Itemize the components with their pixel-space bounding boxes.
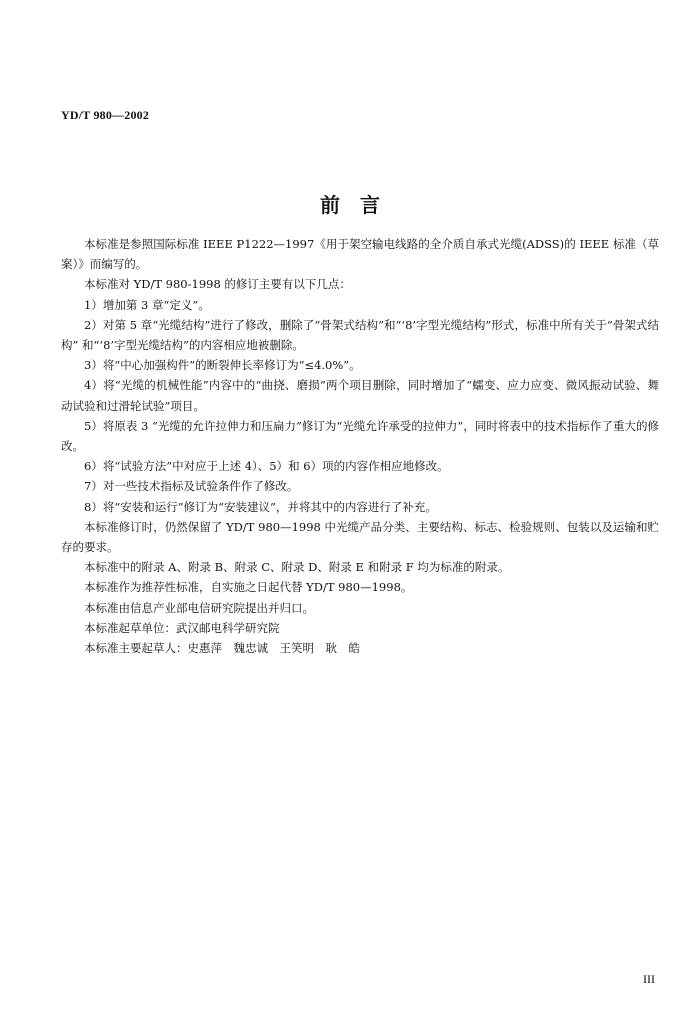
- paragraph: 本标准是参照国际标准 IEEE P1222—1997《用于架空输电线路的全介质自承式光缆(ADSS)的 IEEE 标准（草案）》而编写的。: [61, 237, 659, 272]
- paragraph: 7）对一些技术指标及试验条件作了修改。: [84, 479, 299, 494]
- body-text: [61, 234, 659, 658]
- paragraph: 6）将“试验方法”中对应于上述 4）、5）和 6）项的内容作相应地修改。: [84, 459, 449, 474]
- page-title: 前 言: [320, 193, 380, 217]
- paragraph: 本标准起草单位：武汉邮电科学研究院: [84, 620, 280, 635]
- paragraph: 本标准修订时，仍然保留了 YD/T 980—1998 中光缆产品分类、主要结构、标志、检验规则、包装以及运输和贮存的要求。: [61, 519, 659, 555]
- paragraph: 本标准中的附录 A、附录 B、附录 C、附录 D、附录 E 和附录 F 均为标准的附录。: [84, 560, 510, 575]
- paragraph: 4）将“光缆的机械性能”内容中的“曲挠、磨损”两个项目删除，同时增加了“蠕变、应力应变、微风振动试验、舞动试验和过滑轮试验”项目。: [61, 378, 659, 413]
- paragraph: 8）将“安装和运行”修订为“安装建议”，并将其中的内容进行了补充。: [84, 499, 437, 514]
- paragraph: 本标准对 YD/T 980-1998 的修订主要有以下几点：: [84, 277, 351, 292]
- page-number: III: [643, 972, 655, 986]
- paragraph: 2）对第 5 章“光缆结构”进行了修改，删除了“骨架式结构”和“‘8’字型光缆结构”形式，标准中所有关于“骨架式结构” 和“‘8’字型光缆结构”的内容相应地被删除。: [61, 317, 659, 353]
- paragraph: 本标准作为推荐性标准，自实施之日起代替 YD/T 980—1998。: [84, 580, 413, 595]
- standard-code: YD/T 980—2002: [61, 108, 150, 122]
- paragraph: 3）将“中心加强构件”的断裂伸长率修订为“≤4.0%”。: [84, 358, 361, 373]
- paragraph: 本标准由信息产业部电信研究院提出并归口。: [84, 600, 314, 615]
- paragraph: 1）增加第 3 章“定义”。: [84, 297, 210, 312]
- paragraph: 5）将原表 3 “光缆的允许拉伸力和压扁力”修订为“光缆允许承受的拉伸力”，同时将表中的技术指标作了重大的修改。: [61, 418, 659, 454]
- paragraph: 本标准主要起草人：史惠萍 魏忠诚 王笑明 耿 皓: [84, 641, 360, 656]
